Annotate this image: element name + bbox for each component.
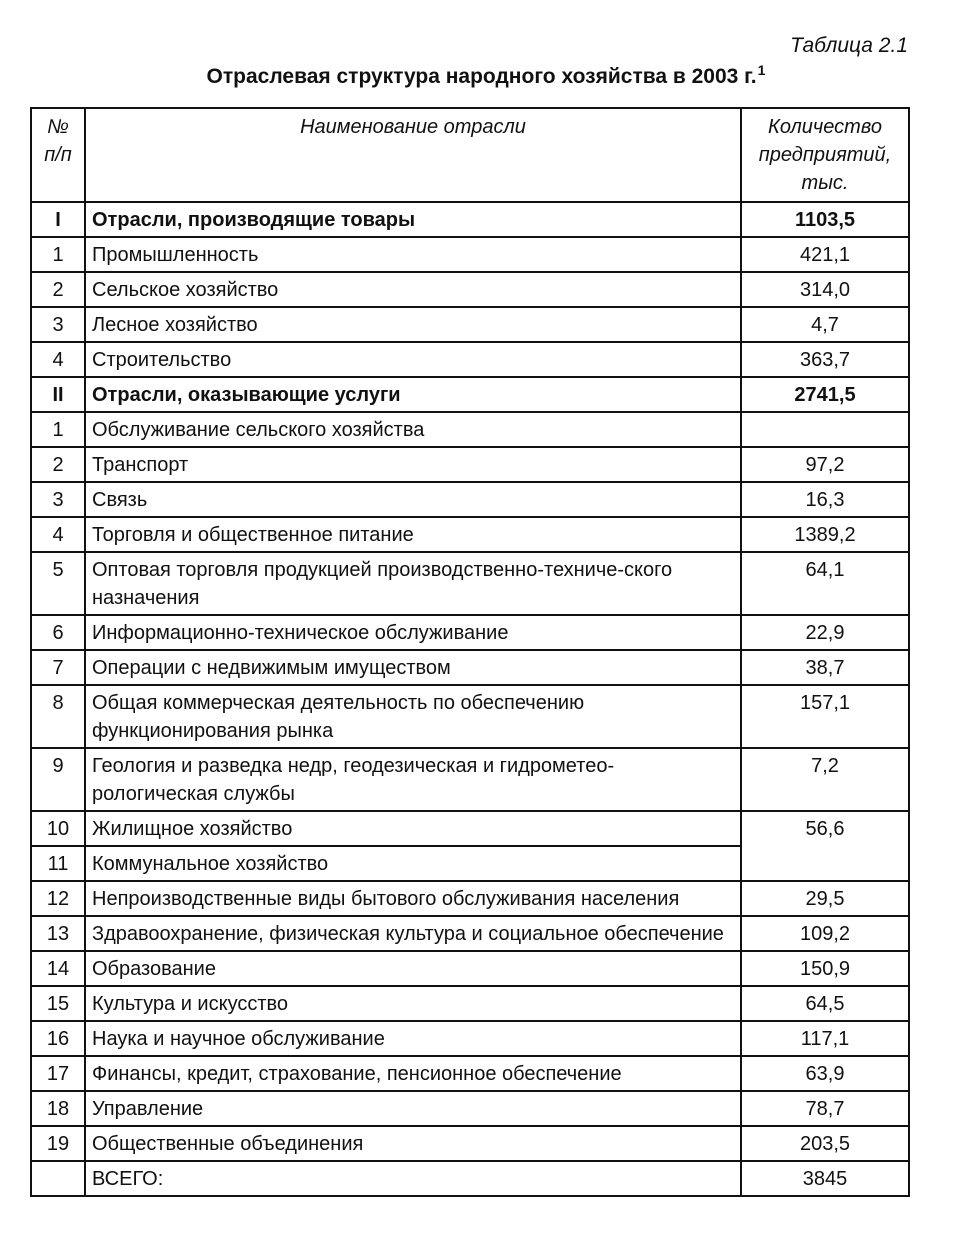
industry-name: Торговля и общественное питание: [85, 517, 741, 552]
table-row: [31, 1091, 909, 1126]
enterprise-count: 3845: [741, 1161, 909, 1196]
industry-name: Операции с недвижимым имуществом: [85, 650, 741, 685]
industry-name: Обслуживание сельского хозяйства: [85, 412, 741, 447]
table-row: [31, 377, 909, 412]
table-row: [31, 272, 909, 307]
row-number: 5: [31, 552, 85, 615]
table-row: [31, 951, 909, 986]
row-number: II: [31, 377, 85, 412]
table-row: [31, 748, 909, 811]
industry-name: Управление: [85, 1091, 741, 1126]
industry-name: Геология и разведка недр, геодезическая и гидрометео-рологическая службы: [85, 748, 741, 811]
enterprise-count: 1103,5: [741, 202, 909, 237]
industry-name: Коммунальное хозяйство: [85, 846, 741, 881]
row-number: I: [31, 202, 85, 237]
industry-name: Оптовая торговля продукцией производственно-техниче-ского назначения: [85, 552, 741, 615]
row-number: 16: [31, 1021, 85, 1056]
industry-name: Культура и искусство: [85, 986, 741, 1021]
row-number: 19: [31, 1126, 85, 1161]
table-body: [31, 202, 909, 1196]
enterprise-count: 63,9: [741, 1056, 909, 1091]
table-row: [31, 202, 909, 237]
enterprise-count: 16,3: [741, 482, 909, 517]
enterprise-count: 97,2: [741, 447, 909, 482]
header-row: [31, 108, 909, 202]
table-title-text: Отраслевая структура народного хозяйства в 2003 г.: [206, 65, 757, 88]
enterprise-count: 1389,2: [741, 517, 909, 552]
row-number: 18: [31, 1091, 85, 1126]
enterprise-count: 7,2: [741, 748, 909, 811]
industry-name: Строительство: [85, 342, 741, 377]
enterprise-count: 29,5: [741, 881, 909, 916]
row-number: 13: [31, 916, 85, 951]
industry-name: Здравоохранение, физическая культура и социальное обеспечение: [85, 916, 741, 951]
industry-name: Жилищное хозяйство: [85, 811, 741, 846]
industry-structure-table: [30, 107, 910, 1197]
row-number: 8: [31, 685, 85, 748]
enterprise-count: 150,9: [741, 951, 909, 986]
enterprise-count: 157,1: [741, 685, 909, 748]
table-row: [31, 1056, 909, 1091]
column-header-name: Наименование отрасли: [85, 108, 741, 202]
column-header-number: № п/п: [31, 108, 85, 202]
row-number: 9: [31, 748, 85, 811]
table-row: [31, 447, 909, 482]
enterprise-count: 363,7: [741, 342, 909, 377]
table-row: [31, 342, 909, 377]
table-row: [31, 482, 909, 517]
title-footnote-marker: 1: [757, 62, 766, 78]
industry-name: Образование: [85, 951, 741, 986]
row-number: 4: [31, 342, 85, 377]
row-number: 15: [31, 986, 85, 1021]
enterprise-count: 4,7: [741, 307, 909, 342]
industry-name: Общая коммерческая деятельность по обеспечению функционирования рынка: [85, 685, 741, 748]
industry-name: Связь: [85, 482, 741, 517]
row-number: 1: [31, 237, 85, 272]
row-number: 7: [31, 650, 85, 685]
industry-name: Лесное хозяйство: [85, 307, 741, 342]
table-row: [31, 237, 909, 272]
industry-name: Общественные объединения: [85, 1126, 741, 1161]
table-row: [31, 615, 909, 650]
industry-name: Наука и научное обслуживание: [85, 1021, 741, 1056]
enterprise-count: 203,5: [741, 1126, 909, 1161]
row-number: 14: [31, 951, 85, 986]
table-row: [31, 307, 909, 342]
table-row: [31, 412, 909, 447]
table-row: [31, 552, 909, 615]
row-number: 1: [31, 412, 85, 447]
enterprise-count: 2741,5: [741, 377, 909, 412]
row-number: 3: [31, 482, 85, 517]
table-row: [31, 881, 909, 916]
table-row: [31, 916, 909, 951]
enterprise-count: 314,0: [741, 272, 909, 307]
industry-name: Промышленность: [85, 237, 741, 272]
table-row: [31, 986, 909, 1021]
row-number: 4: [31, 517, 85, 552]
row-number: 2: [31, 447, 85, 482]
row-number: 17: [31, 1056, 85, 1091]
row-number: 10: [31, 811, 85, 846]
enterprise-count: 117,1: [741, 1021, 909, 1056]
industry-name: Финансы, кредит, страхование, пенсионное обеспечение: [85, 1056, 741, 1091]
row-number: 6: [31, 615, 85, 650]
row-number: 12: [31, 881, 85, 916]
table-row: [31, 650, 909, 685]
industry-name: Транспорт: [85, 447, 741, 482]
row-number: 3: [31, 307, 85, 342]
table-row: [31, 517, 909, 552]
enterprise-count: 22,9: [741, 615, 909, 650]
industry-name: Информационно-техническое обслуживание: [85, 615, 741, 650]
table-row: [31, 811, 909, 846]
table-row: [31, 1126, 909, 1161]
enterprise-count: 64,5: [741, 986, 909, 1021]
table-row: [31, 1161, 909, 1196]
column-header-count: Количество предприятий, тыс.: [741, 108, 909, 202]
industry-name: ВСЕГО:: [85, 1161, 741, 1196]
enterprise-count: 56,6: [741, 811, 909, 881]
table-title: [0, 62, 972, 89]
enterprise-count: 64,1: [741, 552, 909, 615]
enterprise-count: 421,1: [741, 237, 909, 272]
industry-name: Сельское хозяйство: [85, 272, 741, 307]
row-number: 2: [31, 272, 85, 307]
enterprise-count: 78,7: [741, 1091, 909, 1126]
table-row: [31, 685, 909, 748]
table-row: [31, 1021, 909, 1056]
enterprise-count: 38,7: [741, 650, 909, 685]
enterprise-count: 109,2: [741, 916, 909, 951]
row-number: [31, 1161, 85, 1196]
industry-name: Отрасли, оказывающие услуги: [85, 377, 741, 412]
enterprise-count: [741, 412, 909, 447]
table-label: Таблица 2.1: [790, 34, 908, 57]
industry-name: Отрасли, производящие товары: [85, 202, 741, 237]
industry-name: Непроизводственные виды бытового обслуживания населения: [85, 881, 741, 916]
row-number: 11: [31, 846, 85, 881]
